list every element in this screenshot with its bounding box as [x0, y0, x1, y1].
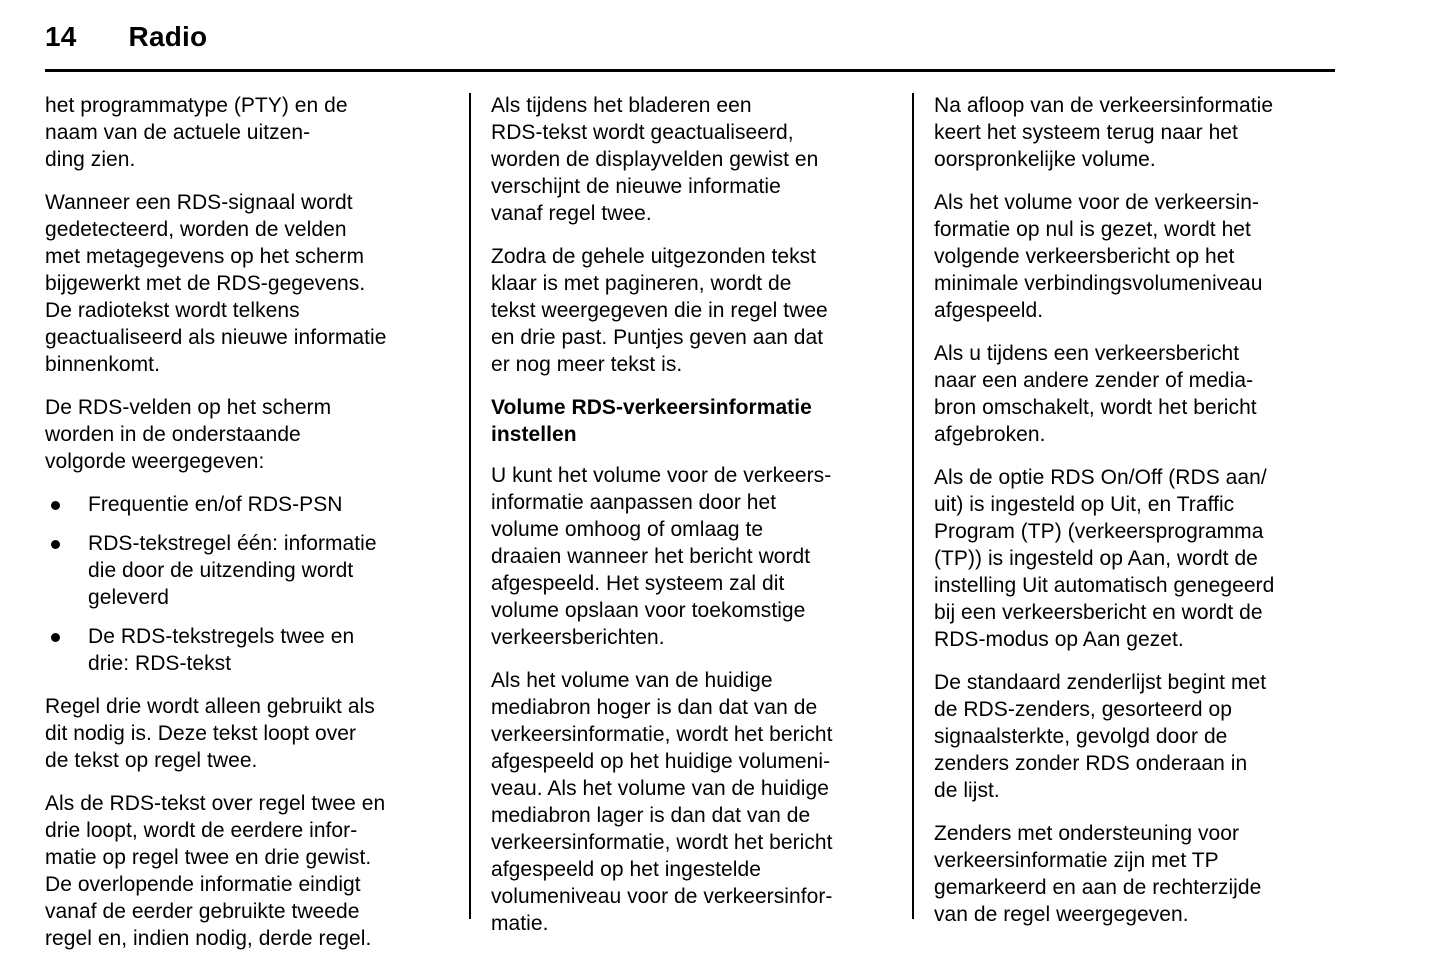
- text-line: mediabron lager is dan dat van de: [491, 804, 811, 827]
- text-line: RDS-modus op Aan gezet.: [934, 628, 1184, 651]
- text-line: Regel drie wordt alleen gebruikt als: [45, 695, 375, 718]
- text-line: informatie aanpassen door het: [491, 491, 777, 514]
- text-line: binnenkomt.: [45, 353, 160, 376]
- bullet-icon: [51, 633, 60, 642]
- paragraph-rds-velden: [45, 394, 450, 475]
- text-line: minimale verbindingsvolumeniveau: [934, 272, 1263, 295]
- text-column-1: [45, 92, 450, 952]
- list-item: [45, 530, 450, 611]
- text-line: Frequentie en/of RDS-PSN: [88, 493, 343, 516]
- text-line: instelling Uit automatisch genegeerd: [934, 574, 1275, 597]
- text-line: De RDS-tekstregels twee en: [88, 625, 355, 648]
- text-line: matie op regel twee en drie gewist.: [45, 846, 372, 869]
- paragraph-volume-aanpassen: [491, 462, 896, 651]
- text-line: er nog meer tekst is.: [491, 353, 683, 376]
- text-line: RDS-tekst wordt geactualiseerd,: [491, 121, 794, 144]
- text-line: mediabron hoger is dan dat van de: [491, 696, 818, 719]
- text-line: naam van de actuele uitzen-: [45, 121, 311, 144]
- text-line: de tekst op regel twee.: [45, 749, 258, 772]
- text-line: Als u tijdens een verkeersbericht: [934, 342, 1240, 365]
- text-line: U kunt het volume voor de verkeers-: [491, 464, 832, 487]
- text-line: drie loopt, wordt de eerdere infor-: [45, 819, 358, 842]
- text-line: Wanneer een RDS-signaal wordt: [45, 191, 353, 214]
- text-line: RDS-tekstregel één: informatie: [88, 532, 377, 555]
- text-line: klaar is met pagineren, wordt de: [491, 272, 792, 295]
- paragraph-rds-signaal: [45, 189, 450, 378]
- text-line: formatie op nul is gezet, wordt het: [934, 218, 1251, 241]
- text-line: (TP)) is ingesteld op Aan, wordt de: [934, 547, 1258, 570]
- text-line: volgende verkeersbericht op het: [934, 245, 1235, 268]
- page-header: [45, 20, 207, 54]
- text-line: De radiotekst wordt telkens: [45, 299, 300, 322]
- paragraph-rds-on-off: [934, 464, 1339, 653]
- list-rds-velden: [45, 491, 450, 677]
- content-columns: [45, 92, 1335, 950]
- text-line: naar een andere zender of media-: [934, 369, 1254, 392]
- text-line: oorspronkelijke volume.: [934, 148, 1156, 171]
- subheading-volume-rds: [491, 394, 896, 448]
- text-line: Als het volume voor de verkeersin-: [934, 191, 1260, 214]
- paragraph-programmatype: [45, 92, 450, 173]
- text-column-3: [934, 92, 1339, 928]
- text-line: afgebroken.: [934, 423, 1046, 446]
- text-line: De RDS-velden op het scherm: [45, 396, 332, 419]
- text-line: de lijst.: [934, 779, 1000, 802]
- paragraph-tp-markering: [934, 820, 1339, 928]
- text-line: instellen: [491, 423, 577, 446]
- text-line: veau. Als het volume van de huidige: [491, 777, 829, 800]
- text-line: draaien wanneer het bericht wordt: [491, 545, 811, 568]
- text-line: volume omhoog of omlaag te: [491, 518, 764, 541]
- text-line: gemarkeerd en aan de rechterzijde: [934, 876, 1262, 899]
- text-line: Na afloop van de verkeersinformatie: [934, 94, 1274, 117]
- list-item: [45, 491, 450, 518]
- text-line: van de regel weergegeven.: [934, 903, 1189, 926]
- text-line: het programmatype (PTY) en de: [45, 94, 348, 117]
- paragraph-mediabron-volume: [491, 667, 896, 937]
- column-divider-1: [469, 93, 471, 919]
- text-line: bij een verkeersbericht en wordt de: [934, 601, 1263, 624]
- text-line: Zenders met ondersteuning voor: [934, 822, 1240, 845]
- text-line: uit) is ingesteld op Uit, en Traffic: [934, 493, 1235, 516]
- text-line: signaalsterkte, gevolgd door de: [934, 725, 1228, 748]
- text-line: regel en, indien nodig, derde regel.: [45, 927, 372, 950]
- text-line: De standaard zenderlijst begint met: [934, 671, 1267, 694]
- text-line: en drie past. Puntjes geven aan dat: [491, 326, 824, 349]
- text-line: volgorde weergegeven:: [45, 450, 265, 473]
- text-line: Als de RDS-tekst over regel twee en: [45, 792, 386, 815]
- text-line: die door de uitzending wordt: [88, 559, 354, 582]
- paragraph-omschakelen: [934, 340, 1339, 448]
- text-line: bron omschakelt, wordt het bericht: [934, 396, 1257, 419]
- text-line: zenders zonder RDS onderaan in: [934, 752, 1248, 775]
- text-line: vanaf regel twee.: [491, 202, 652, 225]
- page-number: 14: [45, 21, 77, 52]
- column-divider-2: [912, 93, 914, 919]
- paragraph-volume-nul: [934, 189, 1339, 324]
- paragraph-regel-drie: [45, 693, 450, 774]
- text-line: Program (TP) (verkeersprogramma: [934, 520, 1264, 543]
- text-line: De overlopende informatie eindigt: [45, 873, 361, 896]
- text-line: verkeersinformatie, wordt het bericht: [491, 831, 833, 854]
- paragraph-pagineren: [491, 243, 896, 378]
- text-column-2: [491, 92, 896, 937]
- text-line: worden de displayvelden gewist en: [491, 148, 819, 171]
- text-line: verkeersinformatie, wordt het bericht: [491, 723, 833, 746]
- list-item: [45, 623, 450, 677]
- text-line: afgespeeld op het ingestelde: [491, 858, 761, 881]
- text-line: afgespeeld.: [934, 299, 1044, 322]
- text-line: dit nodig is. Deze tekst loopt over: [45, 722, 357, 745]
- text-line: worden in de onderstaande: [45, 423, 301, 446]
- paragraph-zenderlijst: [934, 669, 1339, 804]
- text-line: verschijnt de nieuwe informatie: [491, 175, 781, 198]
- text-line: gedetecteerd, worden de velden: [45, 218, 347, 241]
- text-line: verkeersberichten.: [491, 626, 665, 649]
- text-line: matie.: [491, 912, 549, 935]
- text-line: volume opslaan voor toekomstige: [491, 599, 806, 622]
- text-line: afgespeeld op het huidige volumeni-: [491, 750, 831, 773]
- text-line: Zodra de gehele uitgezonden tekst: [491, 245, 817, 268]
- text-line: bijgewerkt met de RDS-gegevens.: [45, 272, 366, 295]
- text-line: tekst weergegeven die in regel twee: [491, 299, 828, 322]
- text-line: vanaf de eerder gebruikte tweede: [45, 900, 360, 923]
- text-line: keert het systeem terug naar het: [934, 121, 1238, 144]
- text-line: de RDS-zenders, gesorteerd op: [934, 698, 1232, 721]
- text-line: geactualiseerd als nieuwe informatie: [45, 326, 387, 349]
- bullet-icon: [51, 540, 60, 549]
- text-line: Als het volume van de huidige: [491, 669, 773, 692]
- text-line: verkeersinformatie zijn met TP: [934, 849, 1219, 872]
- text-line: Als de optie RDS On/Off (RDS aan/: [934, 466, 1267, 489]
- paragraph-rds-tekst-overloop: [45, 790, 450, 952]
- page-title: Radio: [128, 21, 208, 52]
- text-line: geleverd: [88, 586, 169, 609]
- header-divider: [45, 69, 1335, 72]
- text-line: met metagegevens op het scherm: [45, 245, 365, 268]
- text-line: Volume RDS-verkeersinformatie: [491, 396, 812, 419]
- bullet-icon: [51, 501, 60, 510]
- text-line: Als tijdens het bladeren een: [491, 94, 752, 117]
- text-line: drie: RDS-tekst: [88, 652, 232, 675]
- paragraph-na-afloop: [934, 92, 1339, 173]
- text-line: afgespeeld. Het systeem zal dit: [491, 572, 785, 595]
- paragraph-bladeren: [491, 92, 896, 227]
- text-line: ding zien.: [45, 148, 136, 171]
- text-line: volumeniveau voor de verkeersinfor-: [491, 885, 833, 908]
